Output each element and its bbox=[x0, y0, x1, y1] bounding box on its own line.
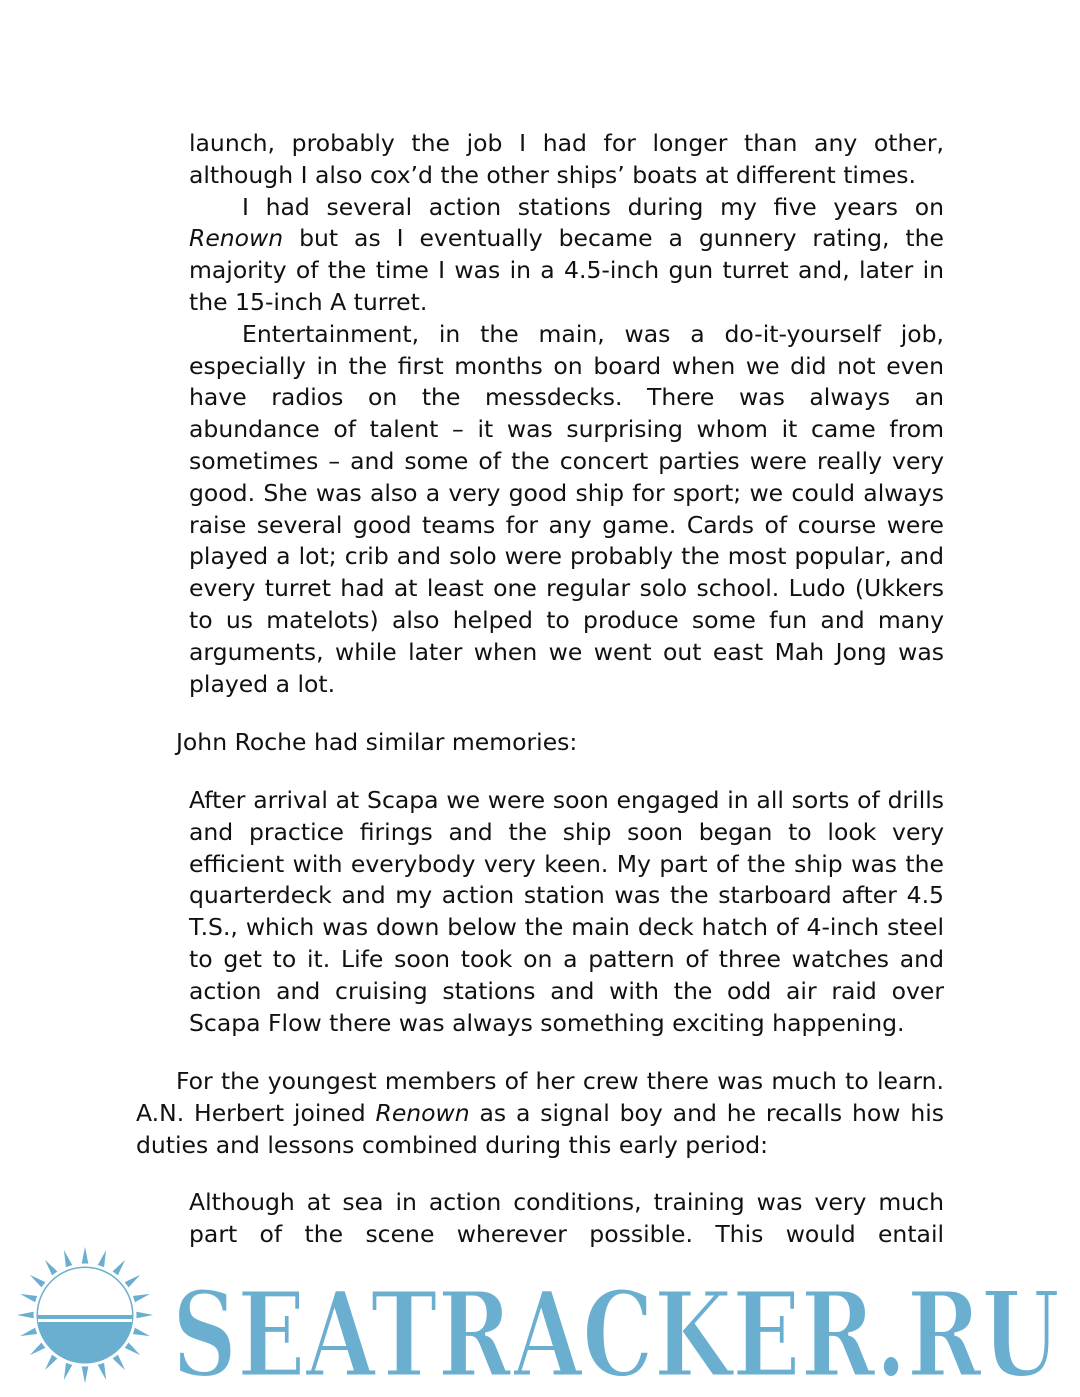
quote-block-2 bbox=[189, 785, 944, 1039]
quote2-paragraph: After arrival at Scapa we were soon engaged in all sorts of drills and practice firings and the ship soon began to look very efficient with everybody very keen. My part of the ship was the quarterdeck and my action station was the starboard after 4.5 T.S., which was down below the main deck hatch of 4-inch steel to get to it. Life soon took on a pattern of three watches and action and cruising stations and with the odd air raid over Scapa Flow there was always something exciting happening. bbox=[189, 786, 944, 1037]
quote1-paragraph-3: Entertainment, in the main, was a do-it-yourself job, especially in the first months on board when we did not even have radios on the messdecks. There was always an abundance of talent – it was surprising whom it came from sometimes – and some of the concert parties were really very good. She was also a very good ship for sport; we could always raise several good teams for any game. Cards of course were played a lot; crib and solo were probably the most popular, and every turret had at least one regular solo school. Ludo (Ukkers to us matelots) also helped to produce some fun and many arguments, while later when we went out east Mah Jong was played a lot. bbox=[189, 319, 944, 698]
narration-youngest-members bbox=[136, 1066, 944, 1161]
narration2-paragraph bbox=[136, 1066, 944, 1161]
quote1-paragraph-1: launch, probably the job I had for longer than any other, although I also cox’d the other ships’ boats at different times. bbox=[189, 129, 944, 189]
quote-block-1 bbox=[189, 128, 944, 700]
ship-name-italic: Renown bbox=[189, 224, 284, 253]
quote1-para2-start: I had several action stations during my five years on bbox=[242, 192, 944, 221]
ship-name-italic-2: Renown bbox=[375, 1098, 470, 1127]
narration2-end: as a signal boy and he recalls how his duties and lessons combined during this early period: bbox=[136, 1098, 945, 1159]
quote3-paragraph: Although at sea in action conditions, training was very much part of the scene wherever possible. This would entail bbox=[189, 1188, 944, 1248]
quote1-para2-end: but as I eventually became a gunnery rating, the majority of the time I was in a 4.5-inch gun turret and, later in the 15-inch A turret. bbox=[189, 224, 944, 316]
narration-john-roche: John Roche had similar memories: bbox=[176, 728, 578, 756]
narration2-start: For the youngest members of her crew there was much to learn. A.N. Herbert joined bbox=[136, 1067, 944, 1127]
watermark-text: SEATRACKER.RU bbox=[172, 1265, 1060, 1397]
sun-logo-icon bbox=[9, 1239, 161, 1391]
quote1-paragraph-2 bbox=[189, 192, 944, 319]
watermark bbox=[0, 1236, 1080, 1397]
